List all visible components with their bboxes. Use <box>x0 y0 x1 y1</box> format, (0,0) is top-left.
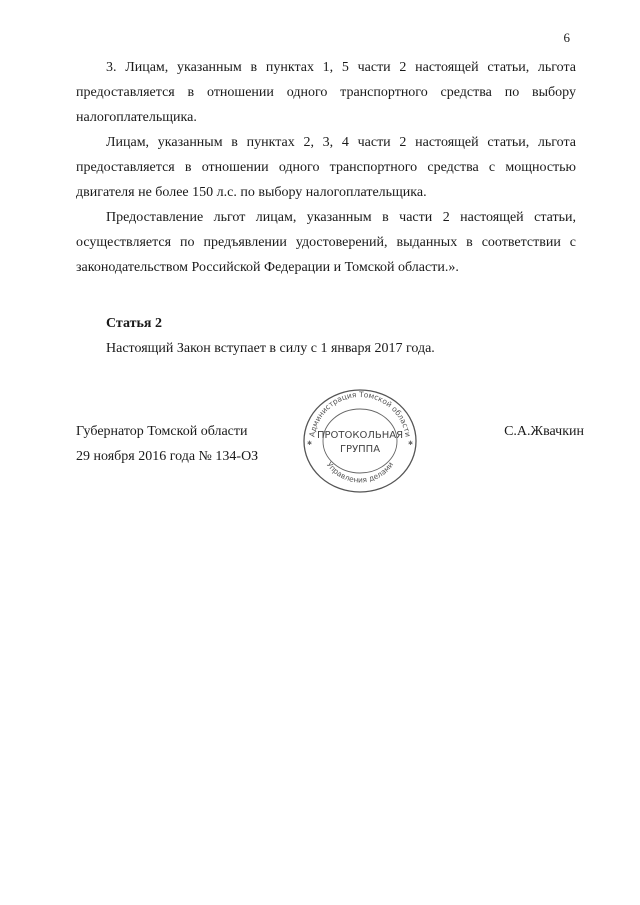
signature-block <box>76 419 258 469</box>
paragraph-2: Лицам, указанным в пунктах 2, 3, 4 части 2 настоящей статьи, льгота предоставляется в отношении одного транспортного средства с мощностью двигателя не более 150 л.с. по выбору налогоплательщика. <box>76 135 576 200</box>
stamp-star-right-icon: ✱ <box>408 441 414 447</box>
law-date-number: 29 ноября 2016 года № 134-ОЗ <box>76 449 259 464</box>
svg-text:Управления делами <box>325 460 395 484</box>
article-title: Статья 2 <box>106 316 162 331</box>
stamp-center-line1: ПРОТОКОЛЬНАЯ <box>316 430 404 441</box>
article-2 <box>76 311 576 361</box>
document-body <box>76 55 576 361</box>
paragraph-3: Предоставление льгот лицам, указанным в части 2 настоящей статьи, осуществляется по предъявлении удостоверений, выданных в соответствии с законодательством Российской Федерации и Томской области.». <box>76 210 576 275</box>
stamp-outer-text: Администрация Томской области <box>307 389 413 438</box>
signer-position: Губернатор Томской области <box>76 424 248 439</box>
stamp-center-line2: ГРУППА <box>339 444 381 455</box>
article-text: Настоящий Закон вступает в силу с 1 января 2017 года. <box>106 341 435 356</box>
paragraph-1: 3. Лицам, указанным в пунктах 1, 5 части 2 настоящей статьи, льгота предоставляется в отношении одного транспортного средства по выбору налогоплательщика. <box>76 60 576 125</box>
page-number: 6 <box>563 30 570 45</box>
stamp-star-left-icon: ✱ <box>307 441 313 447</box>
signer-name: С.А.Жвачкин <box>504 424 584 439</box>
official-stamp <box>300 385 420 495</box>
stamp-bottom-text: Управления делами <box>324 460 396 485</box>
